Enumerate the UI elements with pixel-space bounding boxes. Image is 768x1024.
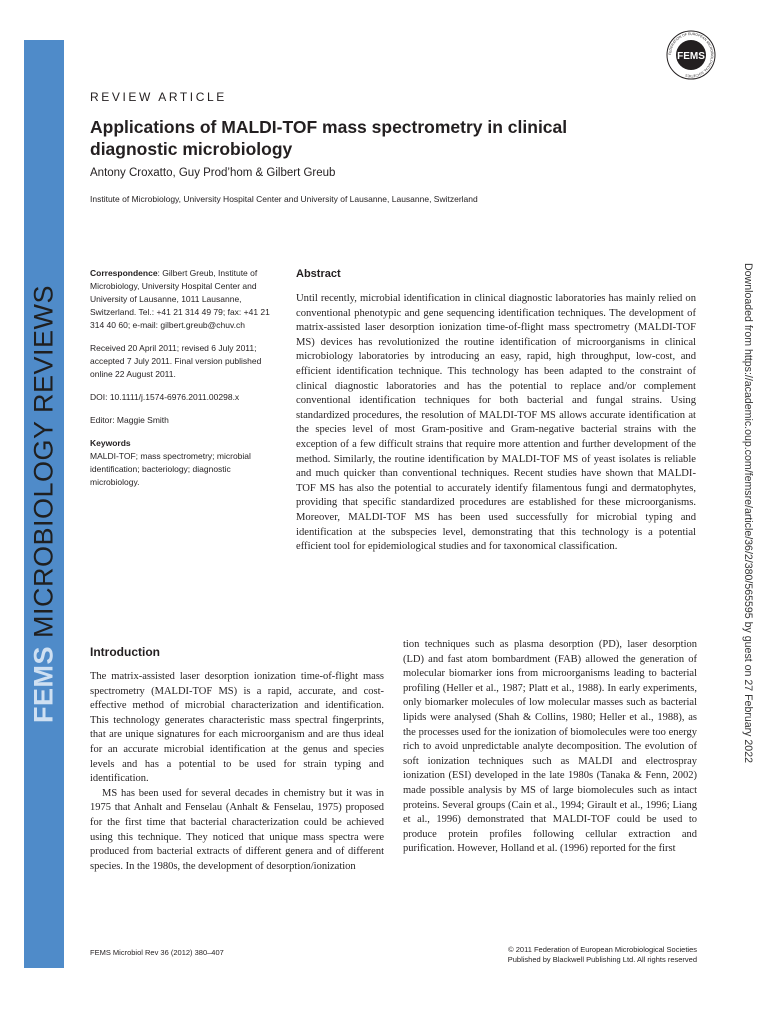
body-column-left: [90, 670, 384, 874]
affiliation: Institute of Microbiology, University Hospital Center and University of Lausanne, Lausanne, Switzerland: [90, 194, 478, 204]
copyright-line-1: © 2011 Federation of European Microbiological Societies: [508, 945, 697, 954]
history-dates: Received 20 April 2011; revised 6 July 2011; accepted 7 July 2011. Final version published online 22 August 2011.: [90, 343, 262, 379]
download-note: [740, 258, 756, 768]
intro-paragraph-1: The matrix-assisted laser desorption ionization time-of-flight mass spectrometry (MALDI-TOF MS) is a rapid, accurate, and cost-effective method of microbial characterization and identification. This technology generates characteristic mass spectral fingerprints, that are unique signatures for each microorganism and are thus ideal for an accurate microbial identification at the genus and species levels and has a potential to be used for strain typing and identification.: [90, 671, 384, 785]
download-note-text: Downloaded from https://academic.oup.com/femsre/article/36/2/380/565595 by guest on 27 February 2022: [742, 263, 754, 763]
authors: Antony Croxatto, Guy Prod’hom & Gilbert Greub: [90, 167, 336, 179]
sidebar-journal-name: MICROBIOLOGY REVIEWS: [28, 284, 59, 639]
journal-sidebar: [24, 40, 64, 968]
article-meta: [90, 267, 282, 489]
footer-citation: FEMS Microbiol Rev 36 (2012) 380–407: [90, 948, 224, 957]
article-type: REVIEW ARTICLE: [90, 90, 227, 104]
article-title: Applications of MALDI-TOF mass spectrometry in clinical diagnostic microbiology: [90, 117, 568, 159]
editor: Editor: Maggie Smith: [90, 415, 169, 425]
body-column-right: [403, 638, 697, 857]
keywords-text: MALDI-TOF; mass spectrometry; microbial identification; bacteriology; diagnostic microbiology.: [90, 451, 251, 487]
keywords-block: [90, 437, 282, 489]
intro-heading: Introduction: [90, 645, 160, 659]
logo-text: FEMS: [677, 51, 705, 62]
abstract-text: Until recently, microbial identification in clinical diagnostic laboratories has mainly relied on conventional phenotypic and gene sequencing identification techniques. The development of matrix-assisted laser desorption ionization time-of-flight mass spectrometry (MALDI-TOF MS) devices has revolutionized the routine identification of microorganisms in clinical microbiology laboratories by introducing an easy, rapid, high throughput, low-cost, and efficient identification technique. This technology has been adapted to the constraint of clinical diagnostic laboratories and has the potential to replace and/or complement conventional identification techniques for both bacterial and fungal strains. Using standardized procedures, the resolution of MALDI-TOF MS allows accurate identification at the species level of most Gram-positive and Gram-negative bacterial strains with the exception of a few difficult strains that require more attention and further development of the method. Similarly, the routine identification by MALDI-TOF MS of yeast isolates is reliable and much quicker than conventional techniques. Recent studies have shown that MALDI-TOF MS has also the potential to accurately identify filamentous fungi and dermatophytes, providing that specific standardized procedures are established for these microorganisms. Moreover, MALDI-TOF MS has been used successfully for microbial typing and identification at the subspecies level, demonstrating that this technology is a potential efficient tool for epidemiological studies and for taxonomical classification.: [296, 293, 696, 553]
logo-ring-text: FEDERATION OF EUROPEAN MICROBIOLOGICAL SOCIETIES: [667, 31, 715, 79]
correspondence: [90, 267, 282, 332]
doi: DOI: 10.1111/j.1574-6976.2011.00298.x: [90, 392, 240, 402]
sidebar-title: [29, 285, 60, 723]
intro-paragraph-2-start: MS has been used for several decades in chemistry but it was in 1975 that Anhalt and Fenselau (Anhalt & Fenselau, 1975) proposed for the first time that bacterial characterization could be achieved using this technique. They noticed that unique mass spectra were produced from bacterial extracts of different genera and of different species. In the 1980s, the development of desorption/ionization: [90, 787, 384, 872]
sidebar-brand: FEMS: [28, 646, 59, 724]
intro-paragraph-2-continued: tion techniques such as plasma desorption (PD), laser desorption (LD) and fast atom bombardment (FAB) allowed the generation of molecular biomarker ions from microorganisms leading to bacterial profiling (Heller et al., 1987; Platt et al., 1988). In early experiments, only biomarker molecules of low molecular masses such as bacterial lipids were analysed (Shah & Collins, 1980; Heller et al., 1988), as the processes used for the ionization of biomolecules were too energy rich to avoid unpredictable analyte decomposition. The evolution of soft ionization techniques such as MALDI and electrospray ionization (ESI) developed in the late 1980s (Tanaka & Fenn, 2002) made possible analysis by MS of large biomolecules such as intact proteins. Several groups (Cain et al., 1994; Girault et al., 1996; Liang et al., 1996) demonstrated that MALDI-TOF could be used to produce protein profiles following cellular extraction and purification. However, Holland et al. (1996) reported for the first: [403, 639, 697, 855]
keywords-label: Keywords: [90, 438, 131, 448]
correspondence-label: Correspondence: [90, 268, 158, 278]
correspondence-text: : Gilbert Greub, Institute of Microbiology, University Hospital Center and University of Lausanne, 1011 Lausanne, Switzerland. Tel.: +41 21 314 49 79; fax: +41 21 314 40 60; e-mail: gilbert.greub@chuv.ch: [90, 268, 270, 330]
copyright-line-2: Published by Blackwell Publishing Ltd. All rights reserved: [507, 955, 697, 964]
abstract-heading: Abstract: [296, 268, 341, 280]
fems-logo-icon: [666, 30, 716, 80]
footer-copyright: [400, 945, 697, 965]
